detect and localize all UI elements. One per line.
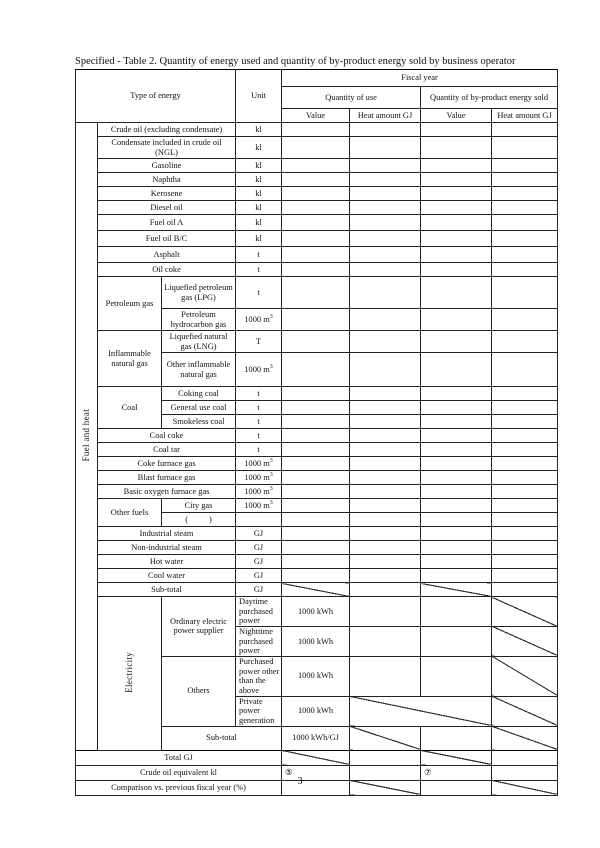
row-unit: 1000 $m^3$ <box>236 485 282 499</box>
row-label: ( ) <box>162 513 236 527</box>
row-label: Condensate included in crude oil (NGL) <box>98 137 236 159</box>
row-label: Sub-total <box>98 583 236 597</box>
header-unit: Unit <box>236 70 282 123</box>
row-unit: t <box>236 415 282 429</box>
row-unit: 1000 kWh <box>282 626 350 656</box>
row-unit: 1000 kWh <box>282 696 350 726</box>
header-fiscal-year: Fiscal year <box>282 70 558 87</box>
circled-mark-5: ⑤ <box>282 765 350 780</box>
row-label: Other inflammable natural gas <box>162 353 236 387</box>
row-label: Coal tar <box>98 443 236 457</box>
row-unit <box>236 513 282 527</box>
crossed-cell <box>350 726 421 750</box>
row-label: Fuel oil B/C <box>98 231 236 247</box>
group-petroleum-gas: Petroleum gas <box>98 277 162 331</box>
header-sold-value: Value <box>421 109 492 123</box>
row-unit: 1000 $m^3$ <box>236 457 282 471</box>
row-label: City gas <box>162 499 236 513</box>
row-label: Coking coal <box>162 387 236 401</box>
header-use-heat: Heat amount GJ <box>350 109 421 123</box>
row-label: Coal coke <box>98 429 236 443</box>
row-unit: kl <box>236 137 282 159</box>
row-unit: kl <box>236 201 282 215</box>
row-unit: 1000 kWh/GJ <box>282 726 350 750</box>
header-sold-heat: Heat amount GJ <box>492 109 558 123</box>
row-label: Daytime purchased power <box>236 597 282 627</box>
row-label: Private power generation <box>236 696 282 726</box>
header-quantity-of-use: Quantity of use <box>282 87 421 109</box>
row-label: General use coal <box>162 401 236 415</box>
row-unit: kl <box>236 215 282 231</box>
group-electricity: Electricity <box>98 597 162 751</box>
row-unit: GJ <box>236 555 282 569</box>
row-unit: T <box>236 331 282 353</box>
row-unit: t <box>236 443 282 457</box>
row-unit: t <box>236 263 282 277</box>
row-label: Gasoline <box>98 159 236 173</box>
crossed-cell <box>282 583 350 597</box>
row-unit: GJ <box>236 541 282 555</box>
row-label: Diesel oil <box>98 201 236 215</box>
row-label: Sub-total <box>162 726 282 750</box>
row-label: Cool water <box>98 569 236 583</box>
crossed-cell <box>421 583 492 597</box>
crossed-cell <box>492 696 558 726</box>
row-label: Purchased power other than the above <box>236 656 282 696</box>
row-label: Blast furnace gas <box>98 471 236 485</box>
row-label: Fuel oil A <box>98 215 236 231</box>
row-unit: 1000 $m^3$ <box>236 471 282 485</box>
crossed-cell <box>492 597 558 627</box>
group-ordinary-supplier: Ordinary electric power supplier <box>162 597 236 657</box>
crossed-cell <box>421 750 492 765</box>
row-unit: 1000 $m^3$ <box>236 499 282 513</box>
row-label: Nighttime purchased power <box>236 626 282 656</box>
row-unit: t <box>236 247 282 263</box>
row-label: Oil coke <box>98 263 236 277</box>
row-label: Non-industrial steam <box>98 541 236 555</box>
row-label: Total GJ <box>76 750 282 765</box>
row-label: Liquefied natural gas (LNG) <box>162 331 236 353</box>
group-coal: Coal <box>98 387 162 429</box>
row-unit: GJ <box>236 569 282 583</box>
row-unit: t <box>236 277 282 309</box>
row-label: Asphalt <box>98 247 236 263</box>
row-unit: t <box>236 429 282 443</box>
row-unit: GJ <box>236 583 282 597</box>
group-others: Others <box>162 656 236 726</box>
header-use-value: Value <box>282 109 350 123</box>
crossed-cell <box>492 726 558 750</box>
row-label: Liquefied petroleum gas (LPG) <box>162 277 236 309</box>
crossed-cell <box>282 750 350 765</box>
row-label: Crude oil (excluding condensate) <box>98 123 236 137</box>
row-label: Comparison vs. previous fiscal year (%) <box>76 780 282 795</box>
row-unit: 1000 $m^3$ <box>236 309 282 331</box>
row-label: Crude oil equivalent kl <box>76 765 282 780</box>
row-label: Smokeless coal <box>162 415 236 429</box>
row-unit: kl <box>236 231 282 247</box>
crossed-cell <box>492 626 558 656</box>
row-label: Kerosene <box>98 187 236 201</box>
row-label: Industrial steam <box>98 527 236 541</box>
row-unit: kl <box>236 159 282 173</box>
row-unit: t <box>236 387 282 401</box>
group-inflammable-natural-gas: Inflammable natural gas <box>98 331 162 387</box>
crossed-cell <box>350 696 492 726</box>
row-unit: kl <box>236 187 282 201</box>
row-label: Naphtha <box>98 173 236 187</box>
row-label: Coke furnace gas <box>98 457 236 471</box>
crossed-cell <box>492 656 558 696</box>
group-other-fuels: Other fuels <box>98 499 162 527</box>
row-label: Basic oxygen furnace gas <box>98 485 236 499</box>
page-number: 3 <box>297 776 303 787</box>
circled-mark-7: ⑦ <box>421 765 492 780</box>
energy-table <box>75 69 558 796</box>
row-unit: 1000 $m^3$ <box>236 353 282 387</box>
row-unit: 1000 kWh <box>282 656 350 696</box>
row-unit: GJ <box>236 527 282 541</box>
row-label: Petroleum hydrocarbon gas <box>162 309 236 331</box>
header-by-product-sold: Quantity of by-product energy sold <box>421 87 558 109</box>
table-caption: Specified - Table 2. Quantity of energy used and quantity of by-product energy sold by business operator <box>75 56 516 67</box>
row-label: Hot water <box>98 555 236 569</box>
row-unit: kl <box>236 123 282 137</box>
row-unit: 1000 kWh <box>282 597 350 627</box>
row-unit: kl <box>236 173 282 187</box>
group-fuel-and-heat: Fuel and heat <box>76 123 98 751</box>
row-unit: t <box>236 401 282 415</box>
header-type-of-energy: Type of energy <box>76 70 236 123</box>
